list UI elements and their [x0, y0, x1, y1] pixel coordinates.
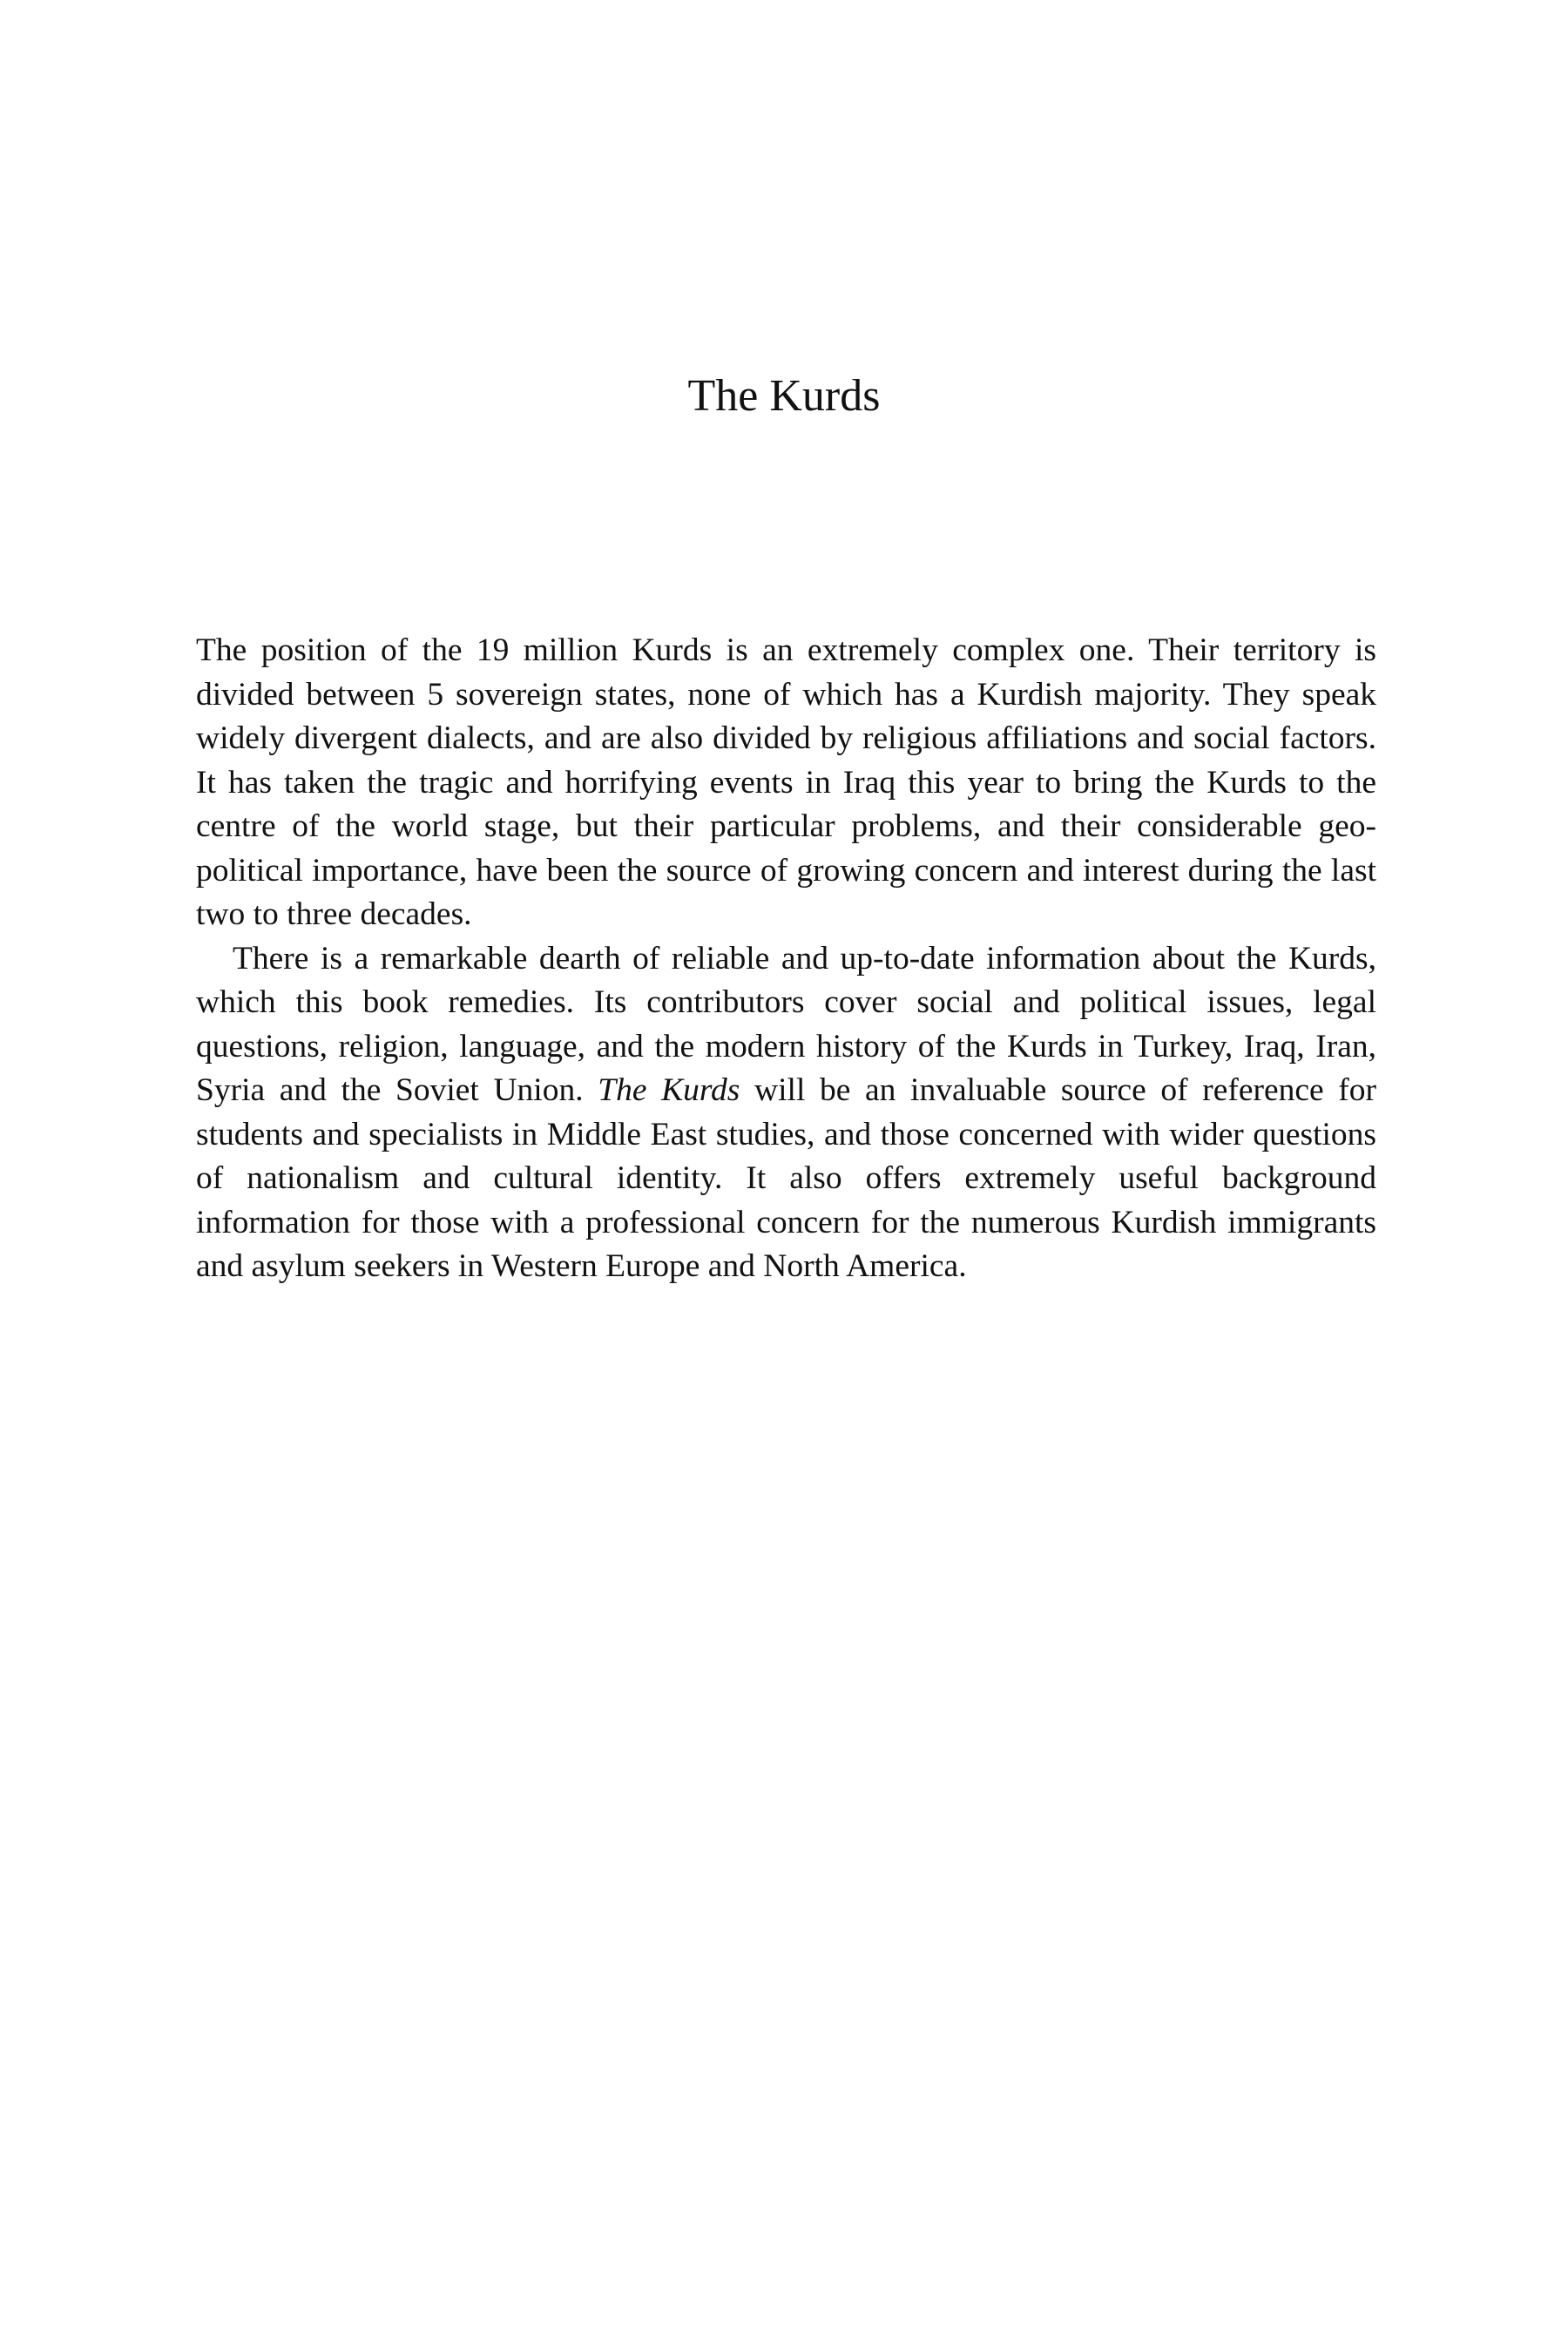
paragraph-2-text-start: There is a remarkable dearth of reliable and up-to-date information about the Kurds, which this book remedies. Its contributors cover social and political issues, legal questions, religion, language, and the modern history of the Kurds in Turkey, Iraq, Iran, Syria and the Soviet Union. [196, 940, 1376, 1108]
description-paragraph-1: The position of the 19 million Kurds is an extremely complex one. Their territory is divided between 5 sovereign states, none of which has a Kurdish majority. They speak widely divergent dialects, and are also divided by religious affiliations and social factors. It has taken the tragic and horrifying events in Iraq this year to bring the Kurds to the centre of the world stage, but their particular problems, and their considerable geo-political importance, have been the source of growing concern and interest during the last two to three decades. [196, 632, 1376, 932]
book-title-italic: The Kurds [598, 1072, 740, 1108]
description-paragraph-2 [196, 937, 1376, 1289]
book-description [196, 629, 1376, 1289]
paragraph-2-text-end: will be an invaluable source of reference for students and specialists in Middle East studies, and those concerned with wider questions of nationalism and cultural identity. It also offers extremely useful background information for those with a professional concern for the numerous Kurdish immigrants and asylum seekers in Western Europe and North America. [196, 1072, 1376, 1284]
page-title: The Kurds [687, 371, 881, 421]
